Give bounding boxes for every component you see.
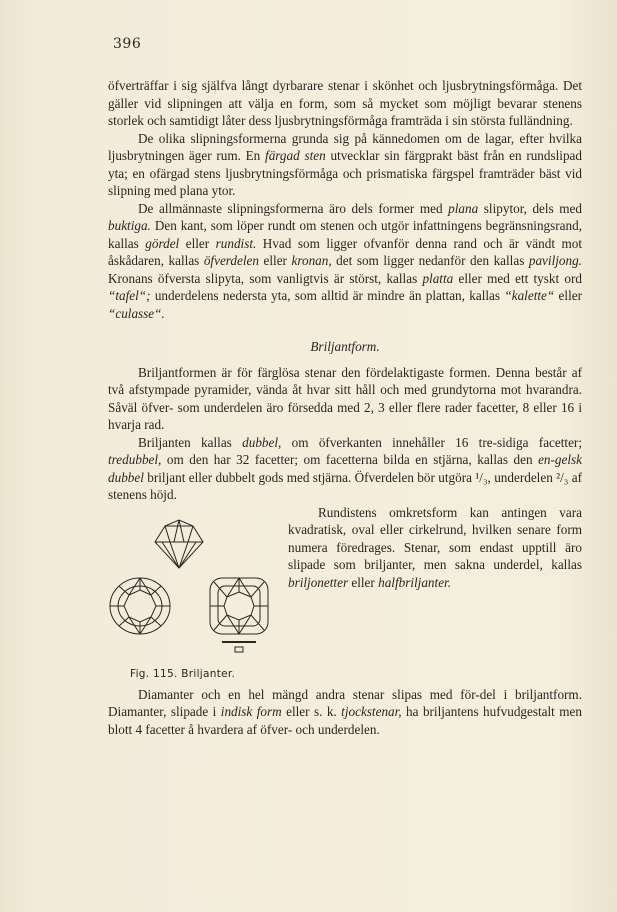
text-run: Rundistens omkretsform kan antingen vara kvadratisk, oval eller cirkelrund, hvilken senare form numera föredrages. Stenar, som endast upptill äro slipade som briljanter, men sakna underdel, kallas [288, 504, 582, 572]
italic-term: platta [422, 270, 454, 286]
text-run: Kronans öfversta slipyta, som vanligtvis är störst, kallas [108, 270, 423, 286]
italic-term: tredubbel, [108, 452, 162, 467]
round-brilliant-top-view [110, 578, 170, 634]
fraction: ²/₃ [556, 469, 569, 485]
italic-term: öfverdelen [203, 253, 259, 268]
text-run: af stenens höjd. [108, 469, 583, 502]
paragraph-2 [108, 130, 582, 200]
text-run: briljant eller dubbelt gods med stjärna. Öfverdelen bör utgöra [143, 469, 476, 485]
text-run: Hvad som ligger ofvanför denna rand och är vändt mot åskådaren, kallas [108, 235, 582, 268]
italic-term: rundist. [215, 235, 257, 251]
text-run: De allmännaste slipningsformerna äro dels former med [138, 200, 449, 216]
fraction: ¹/₃, [475, 469, 491, 485]
italic-term: tjockstenar, [341, 704, 402, 719]
italic-term: halfbriljanter. [378, 574, 452, 590]
text-run: utvecklar sin färgprakt bäst från en rundslipad yta; en ofärgad stens ljusbrytningsförmåga och prismatiska färgspel framträder bäst vid slipning med plana ytor. [108, 148, 582, 198]
brilliant-side-view [155, 520, 203, 568]
text-run: eller s. k. [281, 704, 342, 719]
section-heading: Briljantform. [310, 339, 380, 354]
figure-caption: Fig. 115. Briljanter. [130, 667, 236, 680]
italic-term: dubbel, [242, 434, 282, 450]
brilliant-cut-figure [108, 506, 280, 686]
text-run: om den har 32 facetter; om facetterna bilda en stjärna, kallas den [161, 452, 539, 467]
brilliant-diagrams [108, 506, 280, 664]
text-run: om öfverkanten innehåller 16 tre-sidiga facetter; [281, 434, 582, 450]
text-run: De olika slipningsformerna grunda sig på kännedomen om de lagar, efter hvilka ljusbrytningen äger rum. En [108, 130, 582, 163]
italic-term: paviljong. [528, 253, 582, 268]
text-run: Den kant, som löper rundt om stenen och utgör infattningens begränsningsrand, kallas [108, 218, 582, 251]
italic-term: “kalette“ [504, 288, 555, 303]
text-run: det som ligger nedanför den kallas [331, 253, 529, 268]
italic-term: gördel [145, 235, 180, 251]
body-text [108, 77, 582, 738]
text-run: Briljanten kallas [138, 434, 243, 450]
text-run: eller [179, 235, 216, 251]
paragraph-7 [108, 686, 582, 739]
text-run: underdelens nedersta yta, som alltid är mindre än plattan, kallas [150, 288, 505, 303]
italic-term: kronan, [291, 253, 332, 268]
paragraph-5-lead [108, 434, 582, 504]
page-number: 396 [113, 36, 142, 52]
italic-term: briljonetter [288, 574, 349, 590]
text-run: underdelen [490, 469, 557, 485]
italic-term: färgad sten [265, 148, 326, 163]
italic-term: “tafel“; [108, 288, 151, 303]
italic-term: en-gelsk dubbel [108, 452, 582, 485]
cushion-brilliant-top-view [210, 578, 268, 652]
italic-term: “culasse“. [108, 305, 165, 321]
italic-term: buktiga. [108, 218, 151, 233]
text-run: eller [348, 574, 379, 590]
paragraph-4: Briljantformen är för färglösa stenar den fördelaktigaste formen. Denna består af två afstympade pyramider, vända åt hvar sitt håll och med grundytorna mot hvarandra. Såväl öfver- som underdelen äro försedda med 2, 3 eller flere rader facetter, 8 eller 16 i hvarja rad. [108, 364, 582, 432]
paragraph-3 [108, 200, 582, 323]
text-run: ha briljantens hufvudgestalt men blott 4 facetter å hvardera af öfver- och underdelen. [108, 704, 582, 737]
text-run: eller [554, 288, 582, 303]
italic-term: indisk form [220, 704, 282, 719]
paragraph-1: öfverträffar i sig själfva långt dyrbarare stenar i skönhet och ljusbrytningsförmåga. Det gäller vid slipningen att välja en form, som så mycket som möjligt bevarar stenens storlek och samtidigt låter dess ljusbrytningsförmåga framträda i sin största fulländning. [108, 78, 582, 128]
text-run: Diamanter och en hel mängd andra stenar slipas med för-del i briljantform. Diamanter, slipade i [108, 686, 582, 719]
italic-term: plana [448, 200, 479, 216]
text-run: eller med ett tyskt ord [453, 270, 582, 286]
text-run: eller [259, 253, 292, 268]
text-run: slipytor, dels med [478, 200, 583, 216]
